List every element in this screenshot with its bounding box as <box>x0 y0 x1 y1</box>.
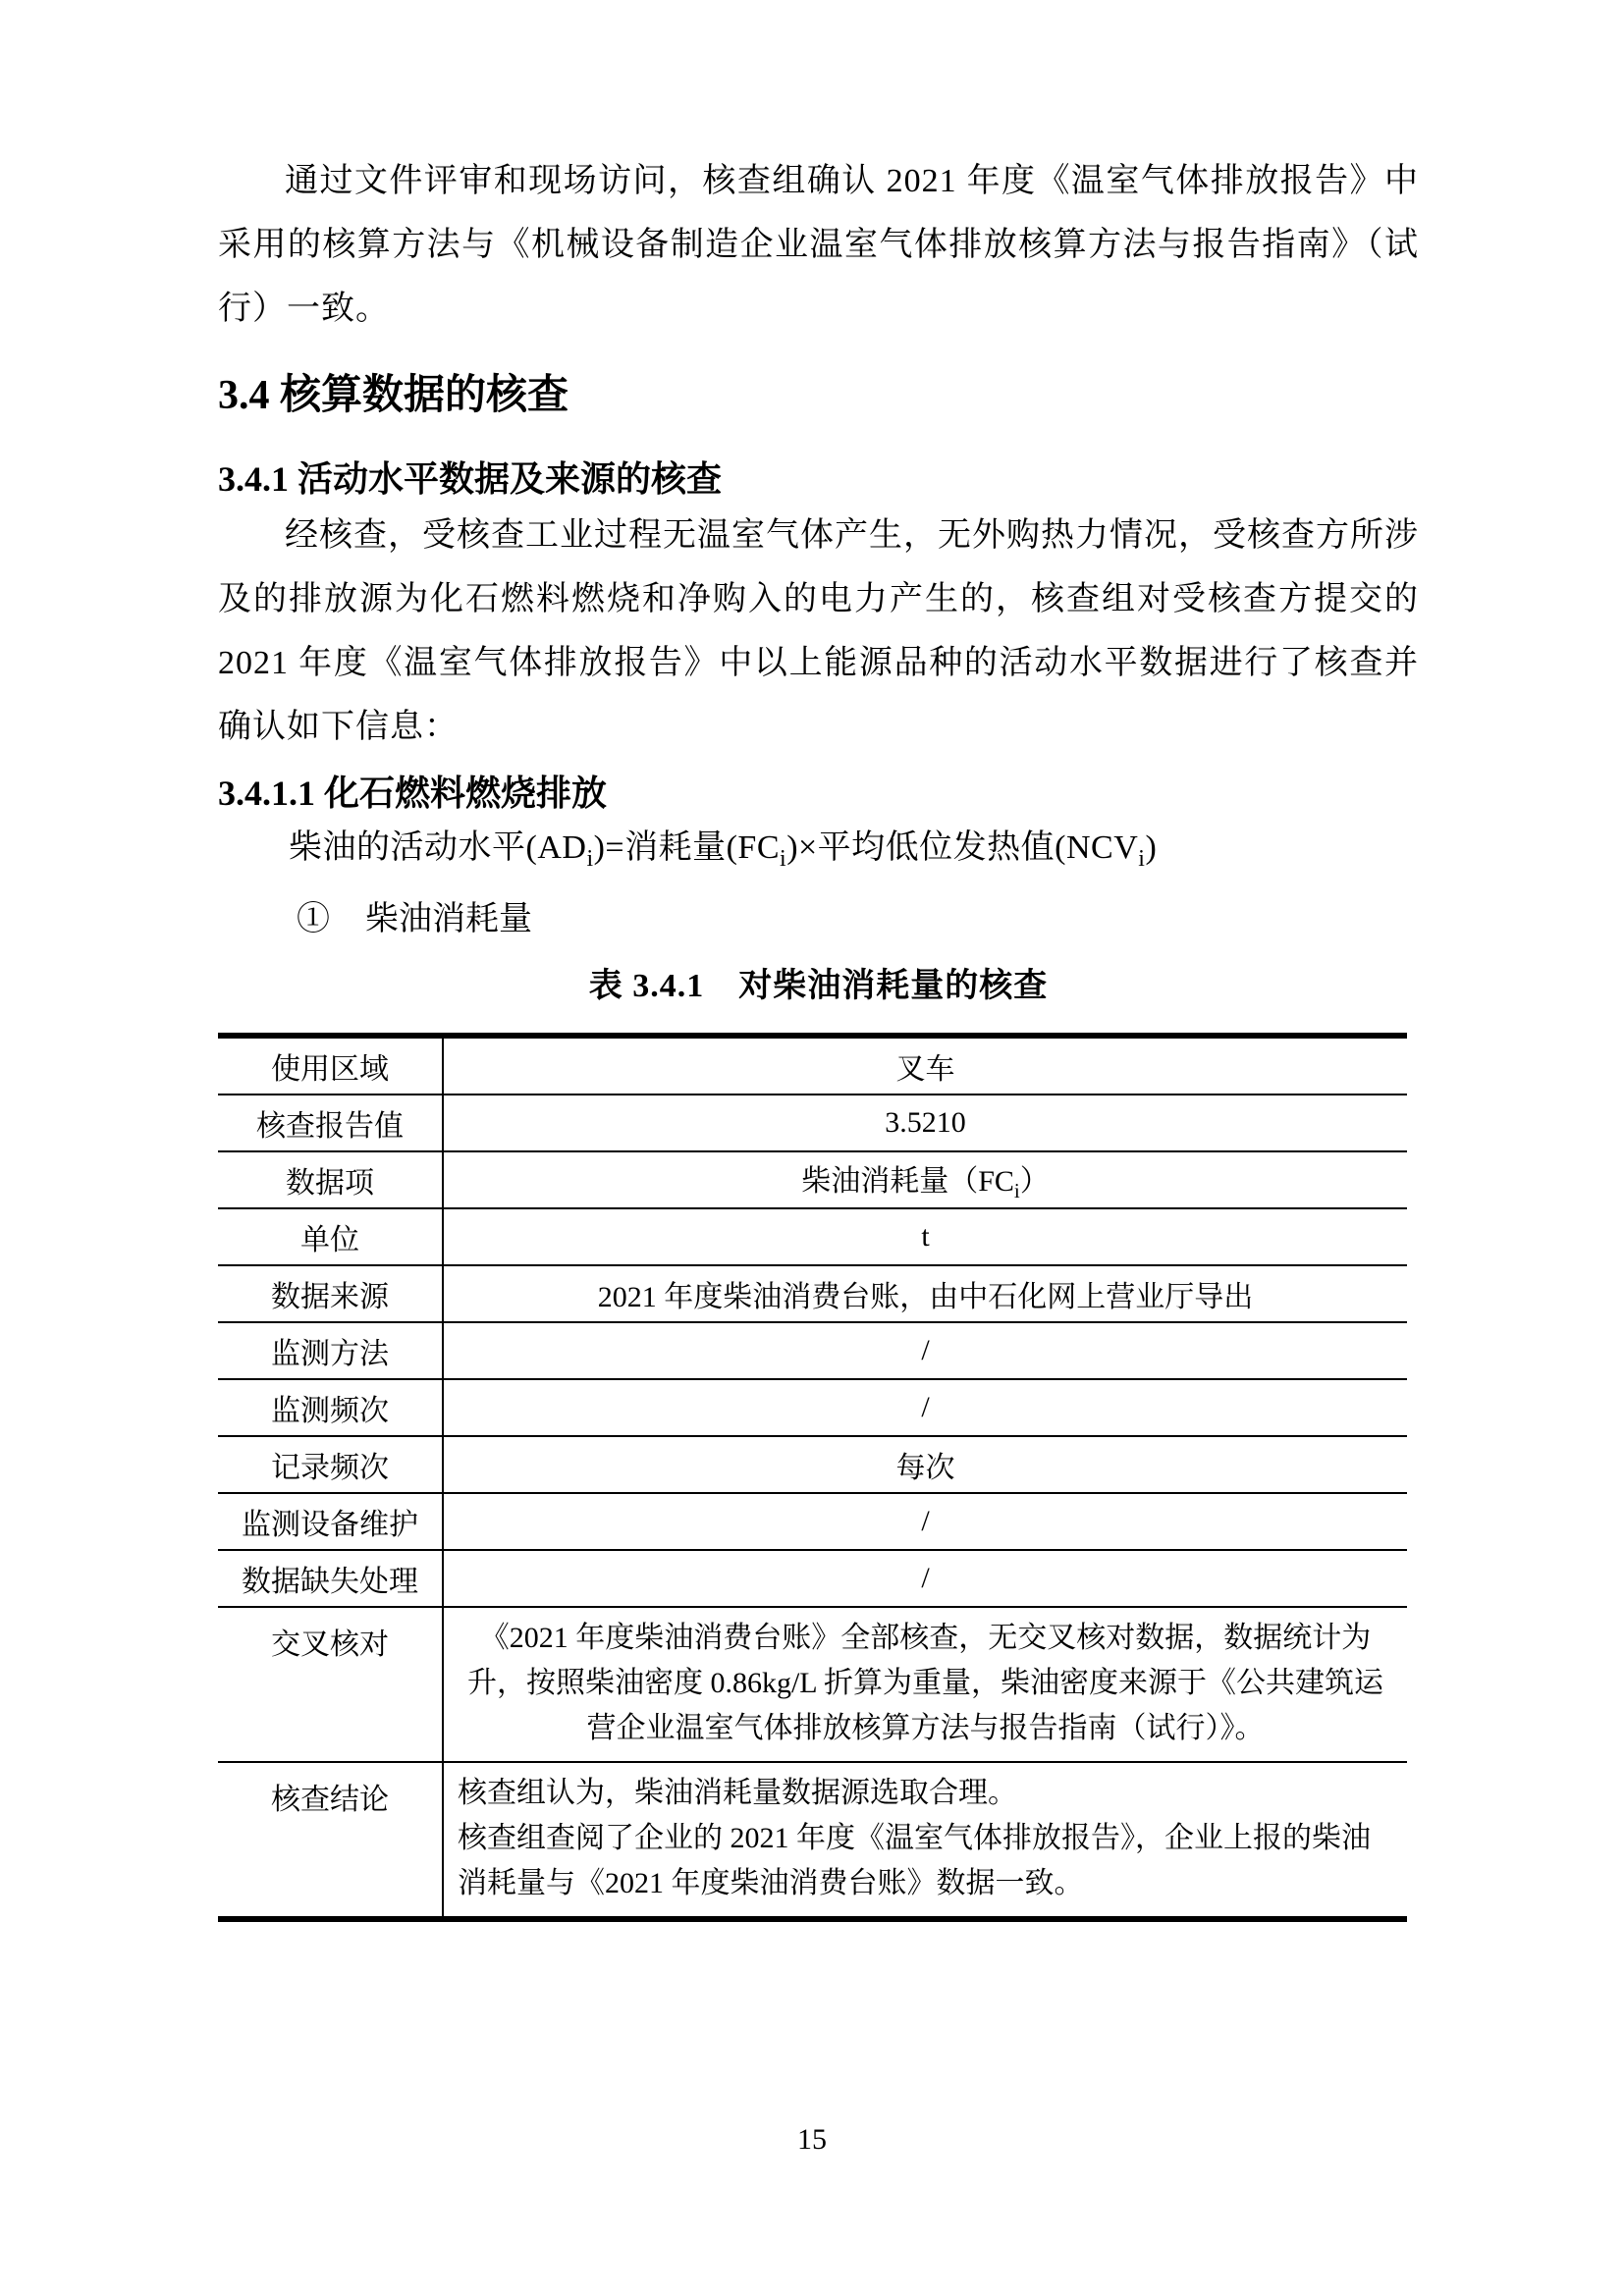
table-row-recording-frequency <box>218 1436 1407 1493</box>
activity-paragraph: 经核查，受核查工业过程无温室气体产生，无外购热力情况，受核查方所涉及的排放源为化石燃料燃烧和净购入的电力产生的，核查组对受核查方提交的 2021 年度《温室气体排放报告》中以上能源品种的活动水平数据进行了核查并确认如下信息： <box>218 517 1419 745</box>
formula-part: )=消耗量(FC <box>593 829 781 866</box>
row-value: / <box>443 1550 1407 1607</box>
row-value: / <box>443 1322 1407 1379</box>
table-row-unit <box>218 1208 1407 1265</box>
formula-subscript: i <box>1138 845 1146 872</box>
list-item-diesel-consumption <box>218 889 1419 950</box>
row-label: 数据来源 <box>218 1265 443 1322</box>
formula-subscript: i <box>586 845 594 872</box>
formula-part: 柴油的活动水平(AD <box>289 829 587 866</box>
row-label: 使用区域 <box>218 1036 443 1095</box>
page-number: 15 <box>797 2123 827 2156</box>
row-label: 核查结论 <box>218 1762 443 1919</box>
table-row-data-source <box>218 1265 1407 1322</box>
row-value: 每次 <box>443 1436 1407 1493</box>
row-value: 2021 年度柴油消费台账，由中石化网上营业厅导出 <box>443 1265 1407 1322</box>
activity-level-formula <box>218 818 1419 889</box>
row-label: 数据项 <box>218 1151 443 1208</box>
row-label: 单位 <box>218 1208 443 1265</box>
section-heading-3-4-1-1: 3.4.1.1 化石燃料燃烧排放 <box>218 774 608 813</box>
section-heading-3-4-1: 3.4.1 活动水平数据及来源的核查 <box>218 459 723 499</box>
table-row-missing-data-handling <box>218 1550 1407 1607</box>
formula-subscript: i <box>780 845 787 872</box>
table-row-verification-conclusion <box>218 1762 1407 1919</box>
list-item-text: 柴油消耗量 <box>365 900 532 937</box>
diesel-verification-table <box>218 1033 1407 1922</box>
formula-part: )×平均低位发热值(NCV <box>786 829 1139 866</box>
intro-paragraph: 通过文件评审和现场访问，核查组确认 2021 年度《温室气体排放报告》中采用的核算方法与《机械设备制造企业温室气体排放核算方法与报告指南》（试行）一致。 <box>218 163 1419 327</box>
row-label: 核查报告值 <box>218 1095 443 1151</box>
table-row-usage-area <box>218 1036 1407 1095</box>
value-part: ） <box>1019 1164 1050 1198</box>
conclusion-line: 核查组查阅了企业的 2021 年度《温室气体排放报告》，企业上报的柴油消耗量与《2021 年度柴油消费台账》数据一致。 <box>458 1821 1371 1899</box>
row-label: 监测设备维护 <box>218 1493 443 1550</box>
formula-part: ) <box>1145 829 1158 866</box>
row-label: 数据缺失处理 <box>218 1550 443 1607</box>
section-heading-3-4: 3.4 核算数据的核查 <box>218 373 569 418</box>
row-value <box>443 1762 1407 1919</box>
row-label: 记录频次 <box>218 1436 443 1493</box>
row-label: 交叉核对 <box>218 1607 443 1762</box>
conclusion-line: 核查组认为，柴油消耗量数据源选取合理。 <box>458 1776 1017 1809</box>
row-value: / <box>443 1379 1407 1436</box>
row-value <box>443 1151 1407 1208</box>
table-row-data-item <box>218 1151 1407 1208</box>
table-row-monitoring-frequency <box>218 1379 1407 1436</box>
row-value: t <box>443 1208 1407 1265</box>
table-row-monitoring-method <box>218 1322 1407 1379</box>
value-part: 柴油消耗量（FC <box>801 1164 1014 1198</box>
table-row-cross-check <box>218 1607 1407 1762</box>
row-label: 监测方法 <box>218 1322 443 1379</box>
table-caption: 表 3.4.1 对柴油消耗量的核查 <box>588 967 1049 1004</box>
row-label: 监测频次 <box>218 1379 443 1436</box>
table-row-equipment-maintenance <box>218 1493 1407 1550</box>
value-subscript: i <box>1013 1178 1020 1202</box>
table-row-reported-value <box>218 1095 1407 1151</box>
page-content <box>218 0 1419 1922</box>
row-value: 3.5210 <box>443 1095 1407 1151</box>
row-value: 《2021 年度柴油消费台账》全部核查，无交叉核对数据，数据统计为升，按照柴油密度 0.86kg/L 折算为重量，柴油密度来源于《公共建筑运营企业温室气体排放核算方法与报告指南（试行）》。 <box>443 1607 1407 1762</box>
row-value: / <box>443 1493 1407 1550</box>
circled-number-marker: ① <box>297 900 330 937</box>
row-value: 叉车 <box>443 1036 1407 1095</box>
